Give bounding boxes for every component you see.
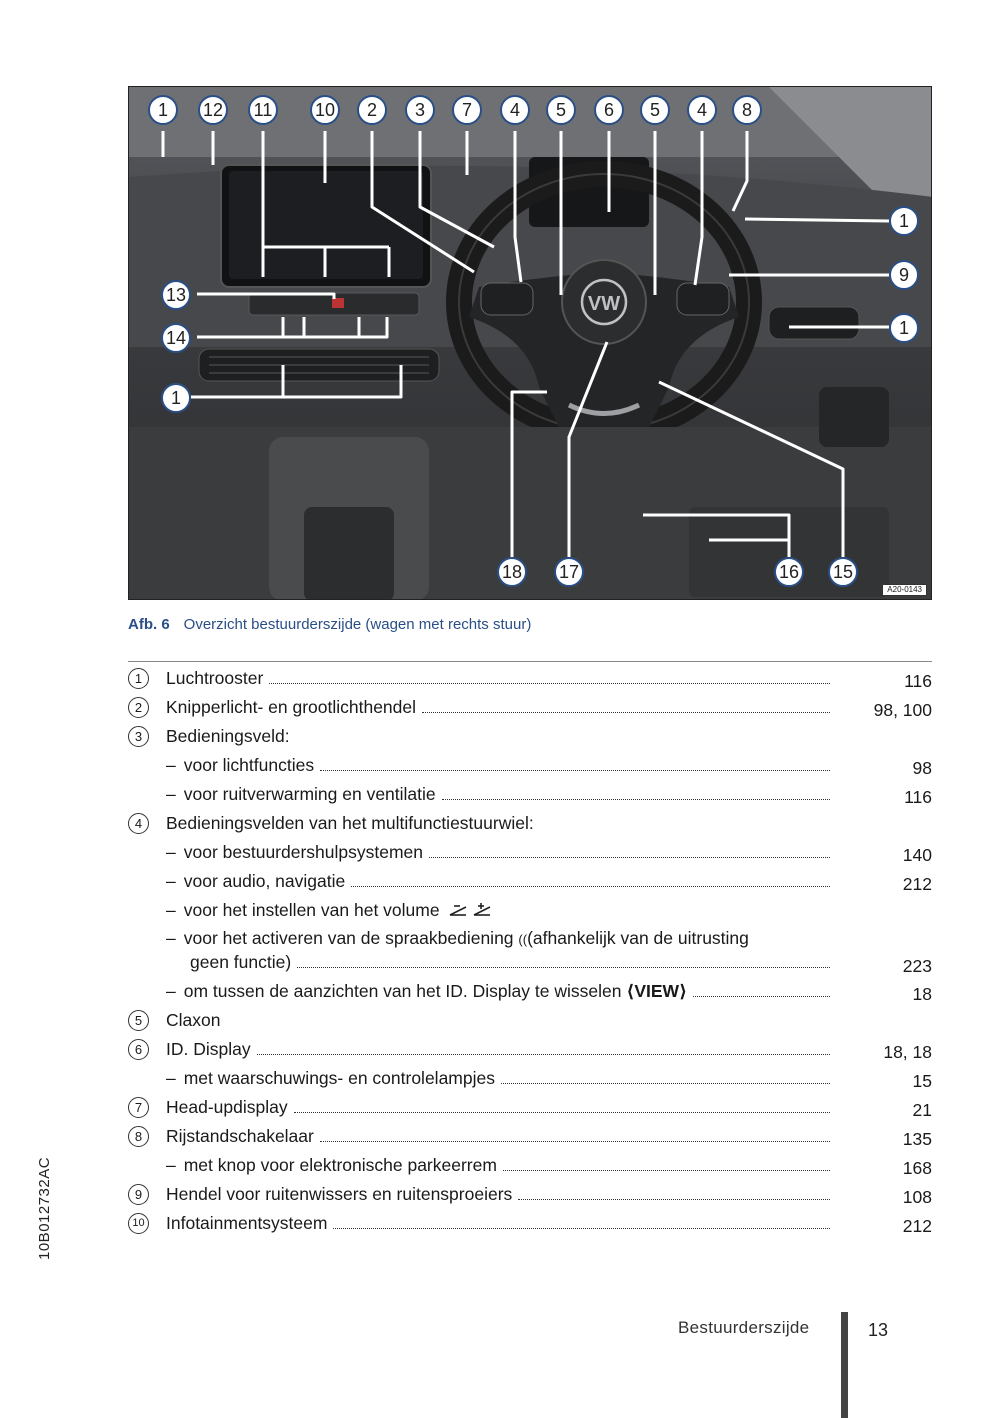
number-badge: 7 [128, 1097, 149, 1118]
page-ref: 223 [902, 956, 932, 976]
number-badge: 8 [128, 1126, 149, 1147]
page-ref: 98, 100 [873, 700, 932, 720]
item-text: Luchtrooster [166, 668, 264, 688]
item-text: Hendel voor ruitenwissers en ruitensproeiers [166, 1184, 513, 1204]
number-badge: 10 [128, 1213, 149, 1234]
item-text: met waarschuwings- en controlelampjes [183, 1068, 495, 1088]
callout-12: 12 [198, 95, 228, 125]
number-badge: 1 [128, 668, 149, 689]
callout-4-left: 4 [500, 95, 530, 125]
item-text: Head-updisplay [166, 1097, 288, 1117]
item-text: Bedieningsveld: [166, 726, 290, 746]
page-ref: 168 [902, 1158, 932, 1178]
volume-down-up-icon [448, 902, 492, 918]
dashboard-figure [128, 86, 932, 600]
callout-4-right: 4 [687, 95, 717, 125]
callout-15: 15 [828, 557, 858, 587]
number-badge: 3 [128, 726, 149, 747]
page-number: 13 [868, 1320, 889, 1340]
item-text: Infotainmentsysteem [166, 1213, 328, 1233]
number-badge: 5 [128, 1010, 149, 1031]
legend-subitem: – met waarschuwings- en controlelampjes 15 [128, 1064, 932, 1093]
figure-label: Afb. 6 [128, 616, 170, 633]
page-ref: 98 [912, 758, 932, 778]
legend-subitem: – voor het activeren van de spraakbediening (((afhankelijk van de uitrusting geen functie) 223 [128, 925, 932, 977]
legend-item [128, 1122, 932, 1151]
item-text: Claxon [166, 1010, 221, 1030]
page-ref: 212 [902, 1216, 932, 1236]
page-ref: 18 [912, 984, 932, 1004]
section-title: Bestuurderszijde [678, 1318, 810, 1337]
legend-item [128, 809, 932, 838]
callout-5-right: 5 [640, 95, 670, 125]
dashboard-illustration [129, 87, 932, 600]
legend-subitem: – om tussen de aanzichten van het ID. Display te wisselen ⟨VIEW⟩ 18 [128, 977, 932, 1006]
number-badge: 2 [128, 697, 149, 718]
callout-5-left: 5 [546, 95, 576, 125]
item-text: voor lichtfuncties [183, 755, 315, 775]
item-text: voor bestuurdershulpsystemen [183, 842, 424, 862]
callout-8: 8 [732, 95, 762, 125]
callout-1-left-bottom: 1 [161, 383, 191, 413]
item-text: voor ruitverwarming en ventilatie [183, 784, 436, 804]
item-text: ID. Display [166, 1039, 251, 1059]
legend-item [128, 693, 932, 722]
callout-3: 3 [405, 95, 435, 125]
number-badge: 9 [128, 1184, 149, 1205]
callout-10: 10 [310, 95, 340, 125]
item-text: Knipperlicht- en grootlichthendel [166, 697, 417, 717]
divider [128, 661, 932, 662]
caption-text: Overzicht bestuurderszijde (wagen met rechts stuur) [183, 616, 532, 633]
callout-13: 13 [161, 280, 191, 310]
legend-subitem: – voor audio, navigatie 212 [128, 867, 932, 896]
item-text: voor audio, navigatie [183, 871, 346, 891]
number-badge: 6 [128, 1039, 149, 1060]
item-text-cont: (afhankelijk van de uitrusting [527, 928, 749, 948]
legend-item [128, 1035, 932, 1064]
legend-subitem: – met knop voor elektronische parkeerrem 168 [128, 1151, 932, 1180]
callout-6: 6 [594, 95, 624, 125]
page-ref: 116 [904, 671, 932, 691]
page-marker-bar [841, 1312, 848, 1418]
figure-caption [128, 616, 531, 633]
legend-subitem: – voor het instellen van het volume [128, 896, 932, 925]
item-text: voor het activeren van de spraakbediening [183, 928, 514, 948]
legend-item [128, 1180, 932, 1209]
legend-list [128, 664, 932, 1238]
number-badge: 4 [128, 813, 149, 834]
callout-14: 14 [161, 323, 191, 353]
page-ref: 212 [902, 874, 932, 894]
item-text: voor het instellen van het volume [183, 900, 440, 920]
legend-item [128, 664, 932, 693]
item-text: Rijstandschakelaar [166, 1126, 314, 1146]
legend-item [128, 1209, 932, 1238]
callout-2: 2 [357, 95, 387, 125]
page-ref: 108 [902, 1187, 932, 1207]
page-ref: 116 [904, 787, 932, 807]
legend-item [128, 1093, 932, 1122]
callout-18: 18 [497, 557, 527, 587]
legend-subitem: – voor ruitverwarming en ventilatie 116 [128, 780, 932, 809]
page-ref: 21 [912, 1100, 932, 1120]
callout-9: 9 [889, 260, 919, 290]
callout-17: 17 [554, 557, 584, 587]
page-ref: 140 [902, 845, 932, 865]
callout-11: 11 [248, 95, 278, 125]
legend-item [128, 722, 932, 751]
page-ref: 18, 18 [883, 1042, 932, 1062]
callout-1-right-mid: 1 [889, 313, 919, 343]
legend-subitem: – voor lichtfuncties 98 [128, 751, 932, 780]
item-text: Bedieningsvelden van het multifunctiestuurwiel: [166, 813, 534, 833]
callout-16: 16 [774, 557, 804, 587]
callout-1-top: 1 [148, 95, 178, 125]
figure-code: A20-0143 [882, 584, 927, 596]
item-text: om tussen de aanzichten van het ID. Display te wisselen [183, 981, 622, 1001]
speech-icon: (( [518, 932, 528, 947]
document-code: 10B012732AC [36, 1156, 53, 1260]
page-ref: 15 [912, 1071, 932, 1091]
legend-item [128, 1006, 932, 1035]
legend-subitem: – voor bestuurdershulpsystemen 140 [128, 838, 932, 867]
item-text-cont2: geen functie) [190, 952, 292, 972]
item-text: met knop voor elektronische parkeerrem [183, 1155, 497, 1175]
callout-1-right-top: 1 [889, 206, 919, 236]
callout-7: 7 [452, 95, 482, 125]
view-key: ⟨VIEW⟩ [626, 981, 688, 1001]
page-ref: 135 [902, 1129, 932, 1149]
svg-text:VW: VW [587, 293, 621, 315]
